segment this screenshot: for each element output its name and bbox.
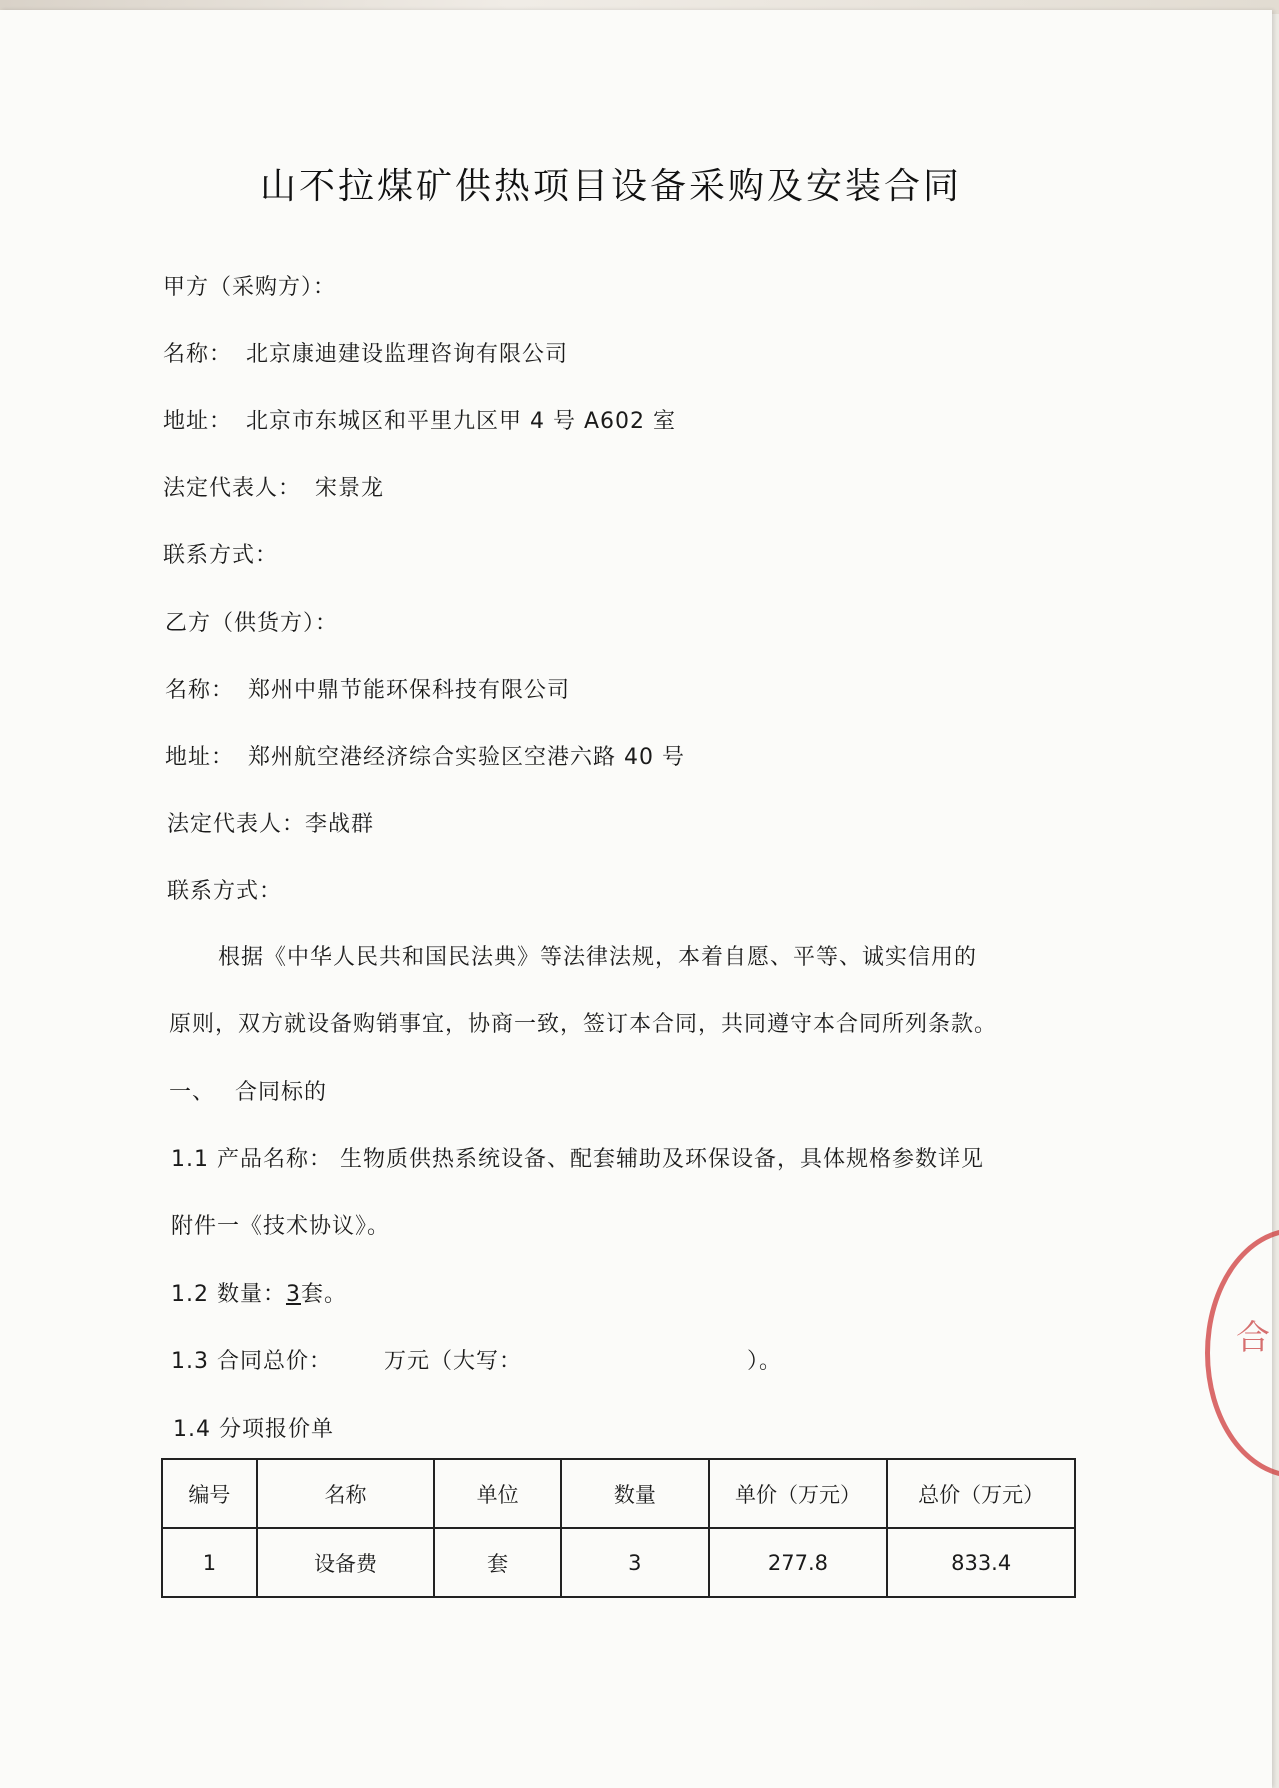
- party-a-contact-label: 联系方式：: [163, 543, 279, 568]
- table-header-cell: 单位: [434, 1459, 561, 1528]
- item-1-1-line-b: 附件一《技术协议》。: [171, 1214, 391, 1239]
- price-table: [161, 1458, 1076, 1598]
- party-a-address-label: 地址：: [163, 409, 233, 434]
- item-1-3-line: [171, 1344, 782, 1375]
- table-cell: 277.8: [709, 1528, 888, 1597]
- item-1-2-suffix: 套。: [300, 1282, 347, 1307]
- party-a-rep-label: 法定代表人：: [163, 476, 302, 501]
- party-b-contact-label: 联系方式：: [167, 879, 283, 904]
- table-cell: 833.4: [887, 1528, 1075, 1597]
- item-1-3-suffix: ）。: [747, 1349, 783, 1374]
- section-1-title: 合同标的: [235, 1080, 328, 1105]
- item-1-3-prefix: 1.3 合同总价：: [171, 1349, 332, 1374]
- party-a-name: 北京康迪建设监理咨询有限公司: [246, 342, 569, 367]
- table-cell: 设备费: [257, 1528, 435, 1597]
- party-b-name-line: [165, 673, 570, 704]
- party-a-rep: 宋景龙: [315, 476, 385, 501]
- item-1-2-quantity: 3: [285, 1282, 301, 1307]
- table-header-cell: 单价（万元）: [709, 1459, 888, 1528]
- item-1-2-line: [171, 1277, 347, 1308]
- seal-text: 合: [1236, 1318, 1270, 1358]
- section-1-heading: [169, 1075, 327, 1106]
- table-cell: 1: [162, 1528, 257, 1597]
- table-header-cell: 名称: [257, 1459, 435, 1528]
- party-b-address-label: 地址：: [165, 745, 235, 770]
- section-1-number: 一、: [169, 1080, 216, 1105]
- table-cell: 3: [561, 1528, 709, 1597]
- preamble-line-2: 原则，双方就设备购销事宜，协商一致，签订本合同，共同遵守本合同所列条款。: [169, 1012, 998, 1037]
- party-a-name-line: [163, 337, 568, 368]
- party-a-heading: 甲方（采购方）：: [163, 275, 337, 300]
- table-header-cell: 总价（万元）: [887, 1459, 1075, 1528]
- table-row: [162, 1528, 1075, 1597]
- party-a-address: 北京市东城区和平里九区甲 4 号 A602 室: [246, 409, 677, 434]
- party-b-name: 郑州中鼎节能环保科技有限公司: [248, 678, 571, 703]
- item-1-4-heading: 1.4 分项报价单: [173, 1417, 334, 1442]
- party-a-address-line: [163, 404, 676, 435]
- party-b-rep: 李战群: [305, 812, 375, 837]
- item-1-2-prefix: 1.2 数量：: [171, 1282, 286, 1307]
- party-b-address: 郑州航空港经济综合实验区空港六路 40 号: [248, 745, 685, 770]
- party-b-rep-label: 法定代表人：: [167, 812, 306, 837]
- table-header-row: [162, 1459, 1075, 1528]
- table-cell: 套: [434, 1528, 561, 1597]
- party-a-rep-line: [163, 471, 384, 502]
- contract-page: [0, 10, 1272, 1788]
- party-b-name-label: 名称：: [165, 678, 235, 703]
- party-a-name-label: 名称：: [163, 342, 233, 367]
- preamble-line-1: 根据《中华人民共和国民法典》等法律法规，本着自愿、平等、诚实信用的: [218, 945, 978, 970]
- table-header-cell: 编号: [162, 1459, 257, 1528]
- table-header-cell: 数量: [561, 1459, 709, 1528]
- item-1-1-line-a: 1.1 产品名称： 生物质供热系统设备、配套辅助及环保设备，具体规格参数详见: [171, 1147, 984, 1172]
- item-1-3-mid: 万元（大写：: [383, 1349, 522, 1374]
- party-b-heading: 乙方（供货方）：: [165, 611, 339, 636]
- document-title: 山不拉煤矿供热项目设备采购及安装合同: [259, 166, 962, 207]
- party-b-address-line: [165, 740, 685, 771]
- party-b-rep-line: [167, 807, 374, 838]
